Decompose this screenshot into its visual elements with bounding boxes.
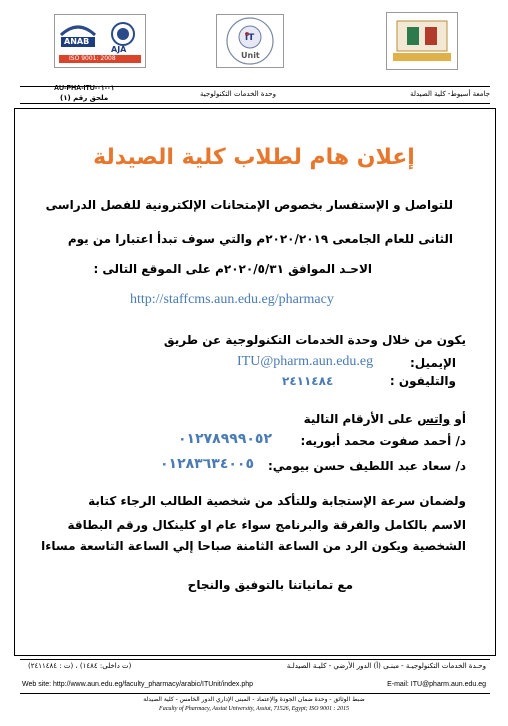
university-faculty-label: جامعة أسيوط- كلية الصيدلة (410, 90, 490, 98)
header-logo-right (386, 12, 458, 70)
announcement-title: إعلان هام لطلاب كلية الصيدلة (93, 145, 415, 170)
instructions-line-1: ولضمان سرعة الإستجابة وللتأكد من شخصية الطالب الرجاء كتابة (88, 494, 466, 508)
aja-logo (105, 19, 141, 55)
portal-link[interactable]: http://staffcms.aun.edu.eg/pharmacy (130, 292, 334, 307)
phone-number: ٢٤١١٤٨٤ (282, 374, 334, 388)
footer-unit-address: وحـدة الخدمات التكنولوجيـة - مبنـى (أ) الدور الأرضي - كليـة الصيدلـة (286, 662, 486, 670)
intro-line-1: للتواصل و الإستفسار بخصوص الإمتحانات الإلكترونية للفصل الدراسى (45, 198, 453, 212)
whatsapp-word: واتس (417, 412, 451, 426)
intro-line-3: الاحـد الموافق ٢٠٢٠/٥/٣١م على الموقع التالى : (93, 262, 372, 276)
email-link[interactable]: ITU@pharm.aun.edu.eg (237, 354, 374, 369)
footer-document-control: ضبط الوثائق - وحدة ضمان الجودة والإعتماد - المبنى الإداري الدور الخامس - كلية الصيدلة (143, 696, 365, 703)
contact-2-name: د/ سعاد عبد اللطيف حسن بيومي: (267, 459, 466, 473)
faculty-logo (387, 13, 457, 69)
annex-label: ملحق رقم (١) (60, 94, 109, 102)
header-logo-center (216, 14, 284, 68)
footer-website: Web site: http://www.aun.edu.eg/faculty_pharmacy/arabic/ITUnit/index.php (22, 681, 253, 688)
intro-line-2: الثانى للعام الجامعى ٢٠٢٠/٢٠١٩م والتي سوف تبدأ اعتبارا من يوم (67, 232, 453, 246)
anab-logo (59, 21, 97, 51)
contact-intro: يكون من خلال وحدة الخدمات التكنولوجية عن طريق (163, 333, 466, 347)
closing-line: مع تمانياتنا بالتوفيق والنجاح (187, 578, 353, 592)
footer-phones: (ت داخلى: ١٤٨٤) ، (ت : ٢٤١١٤٨٤) (28, 662, 132, 670)
aja-logo-text: AJA (111, 45, 127, 54)
anab-logo-text: ANAB (64, 37, 90, 46)
header-rule-lower (20, 103, 490, 104)
contact-1-number: ٠١٢٧٨٩٩٩٠٥٢ (178, 431, 272, 447)
it-logo-text: iT (245, 33, 255, 43)
instructions-line-3: الشخصية ويكون الرد من الساعة الثامنة صباحا إلي الساعة التاسعة مساءا (41, 539, 466, 553)
instructions-line-2: الاسم بالكامل والفرقة والبرنامج سواء عام او كلينكال ورقم البطاقة (67, 518, 466, 532)
email-label: الإيميل: (409, 356, 456, 370)
doc-code: AU-PHA-ITU-٠١-٠١ (54, 85, 115, 92)
header-logos-left (54, 14, 146, 68)
whatsapp-suffix: على الأرقام التالية (303, 412, 418, 426)
unit-label: وحدة الخدمات التكنولوجية (200, 90, 276, 98)
whatsapp-prefix: أو (450, 412, 466, 426)
phone-label: والتليفون : (389, 374, 456, 388)
unit-logo-text: Unit (241, 51, 260, 60)
whatsapp-intro (304, 412, 466, 426)
footer-rule-lower (20, 693, 490, 694)
contact-2-number: ٠١٢٨٣٦٣٤٠٠٥ (160, 456, 254, 472)
footer-faculty-iso: Faculty of Pharmacy, Assiut University, Assiut, 71526, Egypt; ISO 9001 : 2015 (159, 706, 349, 712)
contact-1-name: د/ أحمد صفوت محمد أبوريه: (300, 434, 466, 448)
iso-text: ISO 9001: 2008 (69, 55, 116, 62)
footer-rule (20, 659, 490, 660)
footer-email: E-mail: ITU@pharm.aun.edu.eg (387, 681, 486, 688)
